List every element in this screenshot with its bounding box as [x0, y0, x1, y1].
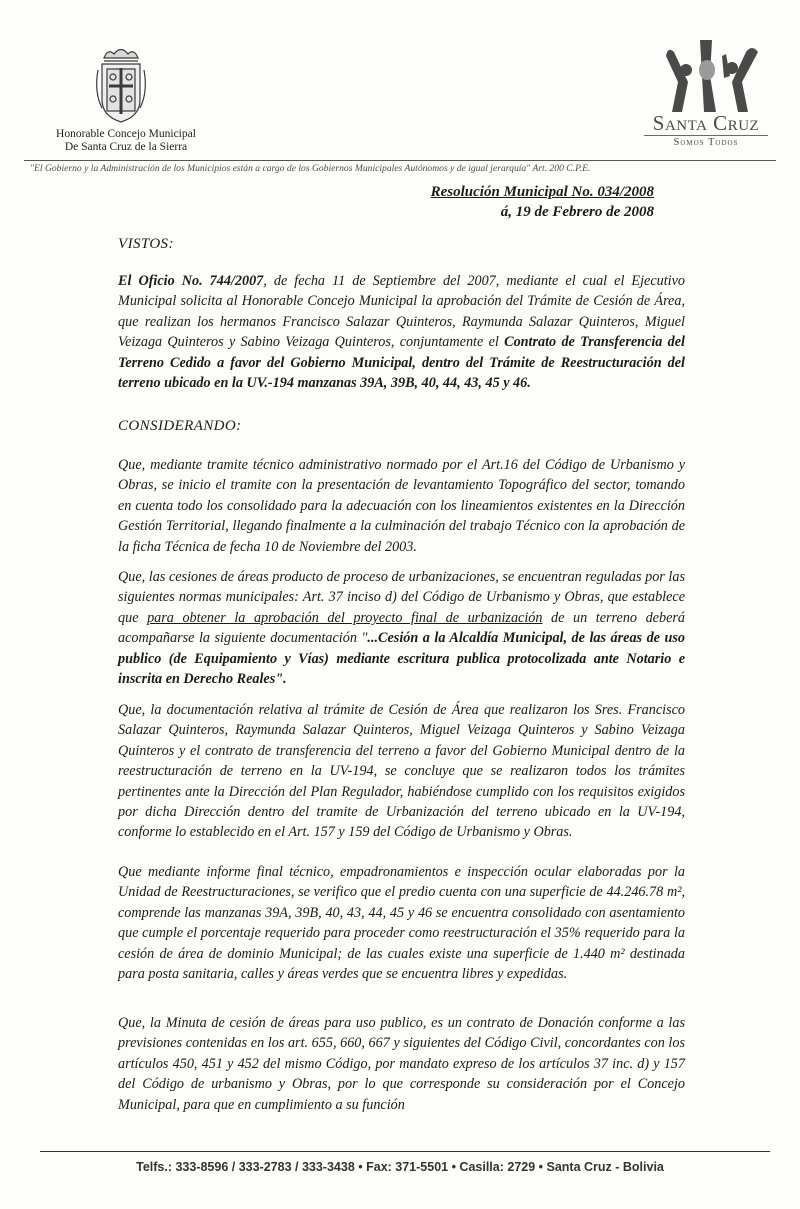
santa-cruz-figures-icon — [660, 36, 764, 122]
brand-tagline: Somos Todos — [673, 137, 739, 148]
resolution-date: á, 19 de Febrero de 2008 — [500, 204, 654, 220]
constitution-quote: "El Gobierno y la Administración de los Municipios están a cargo de los Gobiernos Municipales Autónomos y de igual jerarquía" Art. 200 C.P.E. — [30, 163, 591, 174]
vistos-heading: VISTOS: — [118, 236, 174, 252]
considerando-heading: CONSIDERANDO: — [118, 418, 242, 434]
considerando-paragraph-5: Que, la Minuta de cesión de áreas para uso publico, es un contrato de Donación conforme a las previsiones contenidas en los art. 655, 660, 667 y siguientes del Código Civil, concordantes con los artículos 450, 451 y 452 del mismo Código, por mandato expreso de los artículos 37 inc. d) y 157 del Código de urbanismo y Obras, por lo que corresponde su consideración por el Concejo Municipal, para que en cumplimiento a su función — [118, 1015, 685, 1113]
contract-description: Contrato de Transferencia del Terreno Cedido a favor del Gobierno Municipal, dentro del Trámite de Reestructuración del terreno ubicado en la UV.-194 manzanas 39A, 39B, 40, 44, 43, 45 y 46. — [118, 334, 685, 392]
resolution-title: Resolución Municipal No. 034/2008 — [430, 184, 654, 200]
council-name — [26, 128, 226, 154]
considerando-paragraph-3: Que, la documentación relativa al trámite de Cesión de Área que realizaron los Sres. Francisco Salazar Quinteros, Raymunda Salazar Quinteros, Miguel Veizaga Quinteros y Sabino Veizaga Quinteros y el contrato de transferencia del terreno a favor del Gobierno Municipal dentro de la reestructuración de terreno en la UV-194, se concluye que se realizaron todos los trámites pertinentes ante la Dirección del Plan Regulador, habiéndose cumplido con los requisitos exigidos por dicha Dirección dentro del tramite de Urbanización del terreno ubicado en la UV-194, conforme lo establecido en el Art. 157 y 159 del Código de Urbanismo y Obras. — [118, 702, 685, 841]
considerando-paragraph-4: Que mediante informe final técnico, empadronamientos e inspección ocular elaboradas por la Unidad de Reestructuraciones, se verifico que el predio cuenta con una superficie de 44.246.78 m², comprende las manzanas 39A, 39B, 40, 43, 44, 45 y 46 se encuentra consolidado con asentamiento que cumple el porcentaje requerido para proceder como reestructuración el 35% requerido para la cesión de área de dominio Municipal; de las cuales existe una superficie de 1.440 m² destinada para posta sanitaria, calles y áreas verdes que se encuentra libres y expedidas. — [118, 864, 685, 983]
p2-text-a: Que, las cesiones de áreas producto de proceso de urbanizaciones, se encuentran reguladas por las siguientes normas municipales: Art. 37 inciso d) del Código de Urbanismo y Obras, que establece que — [118, 569, 685, 626]
considerando-paragraph-2 — [118, 567, 685, 689]
vistos-text: , de fecha 11 de Septiembre del 2007, mediante el cual el Ejecutivo Municipal solicita al Honorable Concejo Municipal la aprobación del Trámite de Cesión de Área, que realizan los hermanos Francisco Salazar Quinteros, Raymunda Salazar Quinteros, Miguel Veizaga Quinteros y Sabino Veizaga Quinteros, conjuntamente el — [118, 273, 685, 351]
p2-text-b: de un terreno deberá acompañarse la siguiente documentación " — [118, 609, 685, 647]
brand-name: Santa Cruz — [652, 111, 760, 135]
santa-cruz-logo — [640, 112, 772, 149]
p2-underlined: para obtener la aprobación del proyecto final de urbanización — [147, 609, 543, 626]
p2-bold-quote: ...Cesión a la Alcaldía Municipal, de las áreas de uso publico (de Equipamiento y Vías) mediante escritura publica protocolizada ante Notario e inscrita en Derecho Reales". — [118, 630, 685, 688]
oficio-reference: El Oficio No. 744/2007 — [118, 273, 264, 289]
footer-contact: Telfs.: 333-8596 / 333-2783 / 333-3438 • Fax: 371-5501 • Casilla: 2729 • Santa Cruz - Bolivia — [136, 1160, 664, 1174]
council-line-1: Honorable Concejo Municipal — [56, 128, 196, 140]
header-divider — [24, 160, 776, 161]
footer-divider — [40, 1151, 770, 1152]
vistos-paragraph — [118, 271, 685, 393]
brand-divider — [644, 135, 768, 136]
coat-of-arms-icon — [92, 44, 150, 126]
council-line-2: De Santa Cruz de la Sierra — [64, 141, 188, 153]
considerando-paragraph-1: Que, mediante tramite técnico administrativo normado por el Art.16 del Código de Urbanismo y Obras, se inicio el tramite con la presentación de levantamiento Topográfico del sector, tomando en cuenta todo los consolidado para la adecuación con los lineamientos existentes en la Dirección Gestión Territorial, llegando finalmente a la culminación del trabajo Técnico con la aprobación de la ficha Técnica de fecha 10 de Noviembre del 2003. — [118, 457, 685, 555]
